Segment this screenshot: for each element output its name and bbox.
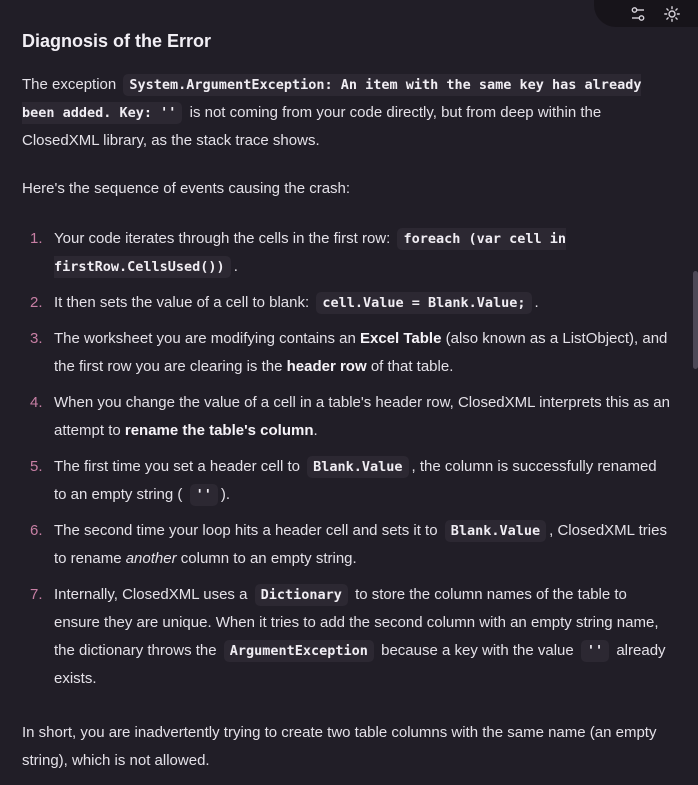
scrollbar-thumb[interactable] — [693, 271, 698, 369]
text: The first time you set a header cell to — [54, 458, 300, 475]
list-item — [22, 289, 672, 317]
text: column to an empty string. — [180, 550, 357, 567]
list-item — [22, 581, 672, 693]
text: Internally, ClosedXML uses a — [54, 586, 248, 603]
inline-code: Blank.Value — [445, 520, 546, 542]
inline-code: Blank.Value — [307, 456, 408, 478]
list-item — [22, 225, 672, 281]
inline-code: Dictionary — [255, 584, 348, 606]
text: The second time your loop hits a header cell and sets it to — [54, 522, 438, 539]
list-number: 7. — [30, 586, 43, 603]
inline-code: cell.Value = Blank.Value; — [316, 292, 531, 314]
text: is not coming from your code directly, but from deep within the ClosedXML library, as the stack trace shows. — [22, 104, 602, 149]
list-number: 5. — [30, 458, 43, 475]
text: The worksheet you are modifying contains an — [54, 330, 356, 347]
inline-code: '' — [581, 640, 609, 662]
text: . — [233, 258, 238, 275]
sequence-intro: Here's the sequence of events causing the crash: — [22, 180, 351, 197]
bold-text: header row — [286, 358, 367, 375]
intro-paragraph — [22, 71, 672, 155]
text: . — [313, 422, 318, 439]
sun-icon[interactable] — [664, 6, 680, 22]
inline-code: '' — [190, 484, 218, 506]
summary-paragraph: In short, you are inadvertently trying to create two table columns with the same name (an empty string), which is not allowed. — [22, 724, 657, 769]
text: When you change the value of a cell in a table's header row, ClosedXML interprets this as an attempt to — [54, 394, 670, 439]
text: to store the column names of the table to ensure they are unique. When it tries to add the second column with an empty string name, the dictionary throws the — [54, 586, 659, 659]
text: . — [534, 294, 539, 311]
top-toolbar — [594, 0, 698, 27]
text: because a key with the value — [381, 642, 574, 659]
text: already exists. — [54, 642, 666, 687]
list-number: 1. — [30, 230, 43, 247]
list-item — [22, 453, 672, 509]
list-item — [22, 325, 672, 381]
inline-code: System.ArgumentException: An item with the same key has already been added. Key: '' — [22, 74, 641, 124]
text: The exception — [22, 76, 117, 93]
inline-code: ArgumentException — [224, 640, 374, 662]
text: ). — [220, 486, 230, 503]
text: , the column is successfully renamed to an empty string ( — [54, 458, 657, 503]
message-content — [22, 28, 672, 775]
text: Your code iterates through the cells in the first row: — [54, 230, 391, 247]
italic-text: another — [125, 550, 177, 567]
list-item — [22, 517, 672, 573]
text: , ClosedXML tries to rename — [54, 522, 667, 567]
list-number: 4. — [30, 394, 43, 411]
text: It then sets the value of a cell to blank: — [54, 294, 310, 311]
text: (also known as a ListObject), and the first row you are clearing is the — [54, 330, 668, 375]
sliders-icon[interactable] — [630, 6, 646, 22]
bold-text: Excel Table — [360, 330, 442, 347]
section-heading: Diagnosis of the Error — [22, 31, 212, 51]
inline-code: foreach (var cell in firstRow.CellsUsed()) — [54, 228, 566, 278]
list-number: 2. — [30, 294, 43, 311]
list-number: 3. — [30, 330, 43, 347]
bold-text: rename the table's column — [124, 422, 314, 439]
list-item — [22, 389, 672, 445]
steps-list — [22, 225, 672, 693]
list-number: 6. — [30, 522, 43, 539]
text: of that table. — [370, 358, 454, 375]
